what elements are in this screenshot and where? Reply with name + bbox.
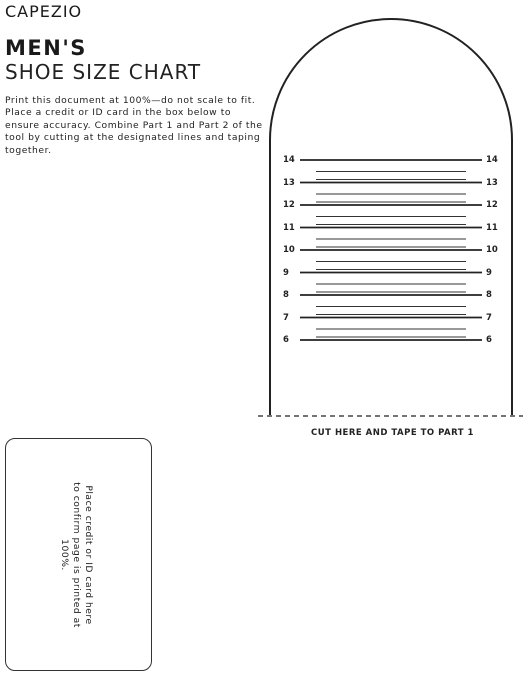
instructions-text: Print this document at 100%—do not scale to fit. Place a credit or ID card in the box below to ensure accuracy. Combine Part 1 and Part 2 of the tool by cutting at the designated lines and taping together. — [5, 95, 263, 156]
size-label-left: 9 — [283, 267, 289, 278]
size-label-left: 10 — [283, 245, 295, 255]
size-label-right: 13 — [486, 177, 498, 188]
size-label-left: 11 — [283, 222, 295, 233]
cut-instruction: CUT HERE AND TAPE TO PART 1 — [311, 428, 474, 438]
page-title: MEN'S — [5, 36, 87, 60]
size-label-left: 6 — [283, 335, 289, 345]
size-label-right: 7 — [486, 312, 492, 323]
size-label-left: 14 — [283, 155, 295, 165]
size-label-right: 8 — [486, 290, 492, 300]
size-label-right: 6 — [486, 335, 492, 345]
ruler-outline — [270, 19, 512, 415]
size-label-left: 13 — [283, 177, 295, 188]
ruler-ticks — [300, 160, 482, 340]
size-label-left: 12 — [283, 200, 295, 210]
size-label-left: 7 — [283, 312, 289, 323]
size-label-left: 8 — [283, 290, 289, 300]
brand-logo: CAPEZIO — [5, 2, 83, 21]
size-label-right: 12 — [486, 200, 498, 210]
size-label-right: 9 — [486, 267, 492, 278]
size-label-right: 11 — [486, 222, 498, 233]
page-subtitle: SHOE SIZE CHART — [5, 60, 202, 84]
size-label-right: 10 — [486, 245, 498, 255]
size-label-right: 14 — [486, 155, 498, 165]
card-instruction-text: Place credit or ID card here to confirm page is printed at 100%. — [59, 482, 94, 628]
